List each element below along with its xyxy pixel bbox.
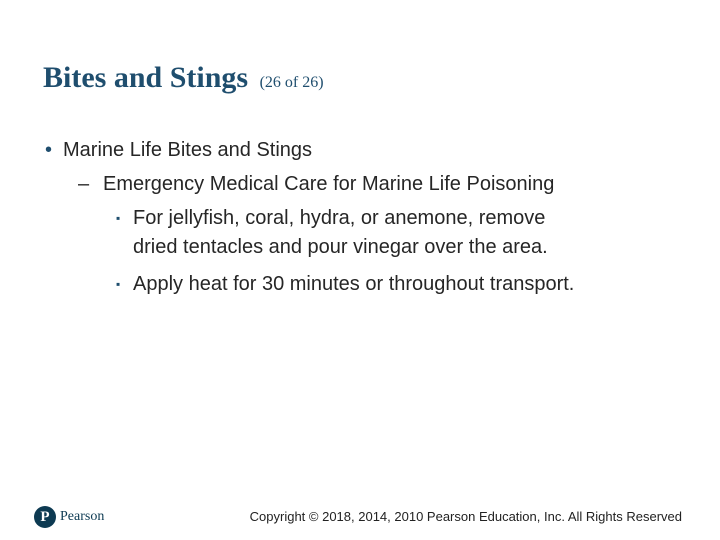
slide-subtitle: (26 of 26) xyxy=(259,74,324,91)
pearson-logo-icon: P xyxy=(34,506,56,528)
bullet-level1-text: Marine Life Bites and Stings xyxy=(63,139,313,161)
slide-title-text: Bites and Stings xyxy=(43,61,249,94)
square-marker: ▪ xyxy=(116,211,121,225)
bullet-level3-text: Apply heat for 30 minutes or throughout transport. xyxy=(133,273,575,295)
bullet-marker: • xyxy=(45,139,53,161)
pearson-logo xyxy=(34,505,104,529)
copyright-notice: Copyright © 2018, 2014, 2010 Pearson Education, Inc. All Rights Reserved xyxy=(249,509,682,524)
dash-marker: – xyxy=(78,173,90,195)
bullet-level3-text: For jellyfish, coral, hydra, or anemone, remove xyxy=(133,207,546,229)
bullet-level3-text-continued: dried tentacles and pour vinegar over the area. xyxy=(133,236,548,258)
pearson-logo-text: Pearson xyxy=(60,509,105,524)
bullet-level2-text: Emergency Medical Care for Marine Life Poisoning xyxy=(103,173,555,195)
square-marker: ▪ xyxy=(116,277,121,291)
